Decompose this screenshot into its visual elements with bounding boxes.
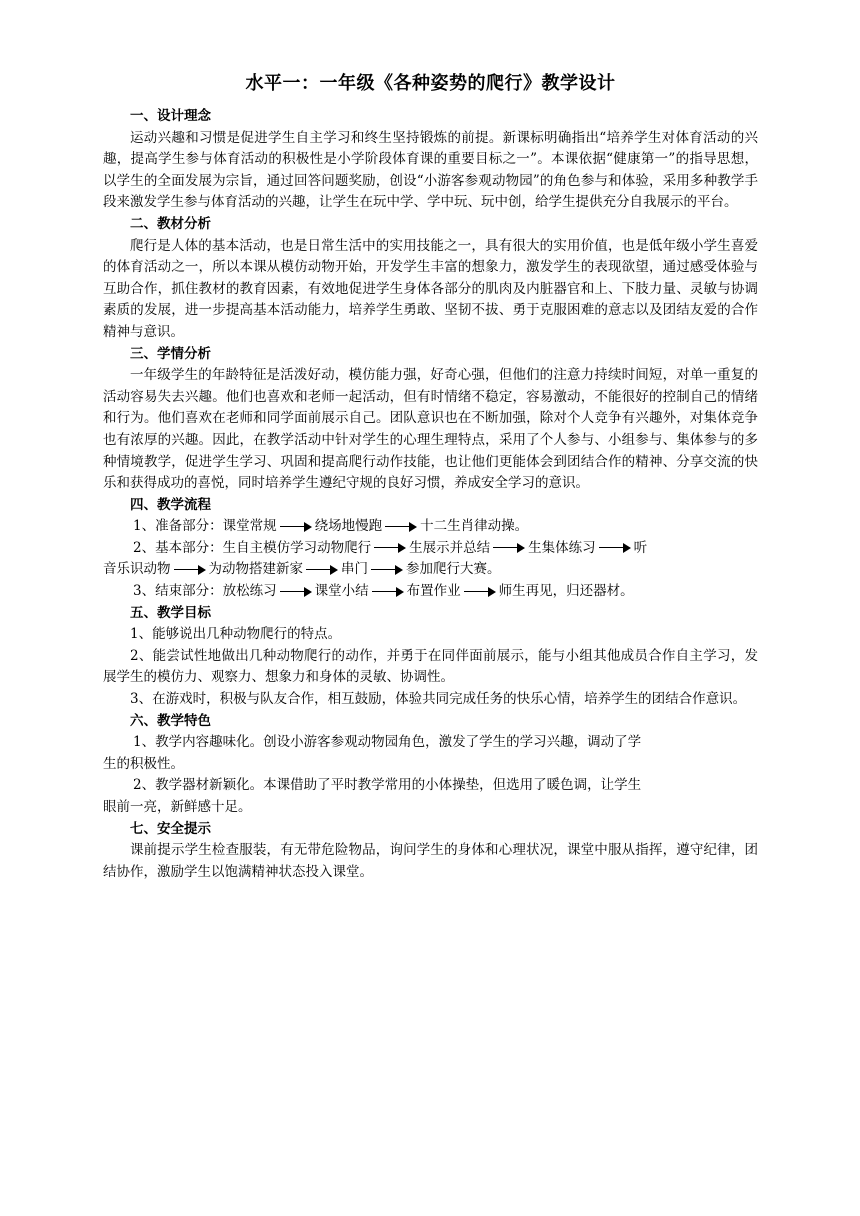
process-step: 串门 xyxy=(341,561,368,578)
arrow-right-icon xyxy=(371,565,403,575)
process-step: 3、结束部分：放松练习 xyxy=(133,583,277,600)
section-heading-student-analysis: 三、学情分析 xyxy=(130,345,211,362)
process-step: 生展示并总结 xyxy=(409,539,491,556)
section-heading-design-concept: 一、设计理念 xyxy=(130,108,211,124)
process-step: 布置作业 xyxy=(406,583,461,600)
section-heading-safety-tips: 七、安全提示 xyxy=(130,820,211,837)
arrow-right-icon xyxy=(374,543,406,553)
arrow-right-icon xyxy=(385,522,417,532)
process-line-basic xyxy=(103,538,758,560)
arrow-right-icon xyxy=(306,565,338,575)
arrow-right-icon xyxy=(280,522,312,532)
arrow-right-icon xyxy=(280,587,312,597)
arrow-right-icon xyxy=(372,587,404,597)
paragraph-safety-tips: 课前提示学生检查服装，有无带危险物品，询问学生的身体和心理状况，课堂中服从指挥，遵守纪律，团结协作，激励学生以饱满精神状态投入课堂。 xyxy=(103,842,758,880)
process-step: 1、准备部分：课堂常规 xyxy=(133,518,277,535)
paragraph-material-analysis: 爬行是人体的基本活动，也是日常生活中的实用技能之一，具有很大的实用价值，也是低年级小学生喜爱的体育活动之一，所以本课从模仿动物开始，开发学生丰富的想象力，激发学生的表现欲望，通过感受体验与互助合作，抓住教材的教育因素，有效地促进学生身体各部分的肌肉及内脏器官和上、下肢力量、灵敏与协调素质的发展，进一步提高基本活动能力，培养学生勇敢、坚韧不拔、勇于克服困难的意志以及团结友爱的合作精神与意识。 xyxy=(103,237,758,340)
paragraph-goal-2: 2、能尝试性地做出几种动物爬行的动作，并勇于在同伴面前展示，能与小组其他成员合作自主学习，发展学生的模仿力、观察力、想象力和身体的灵敏、协调性。 xyxy=(103,647,758,686)
arrow-right-icon xyxy=(464,587,496,597)
paragraph-design-concept: 运动兴趣和习惯是促进学生自主学习和终生坚持锻炼的前提。新课标明确指出“培养学生对体育活动的兴趣，提高学生参与体育活动的积极性是小学阶段体育课的重要目标之一”。本课依据“健康第一”的指导思想，以学生的全面发展为宗旨，通过回答问题奖励，创设“小游客参观动物园”的角色参与和体验，采用多种教学手段来激发学生参与体育活动的兴趣，让学生在玩中学、学中玩、玩中创，给学生提供充分自我展示的平台。 xyxy=(103,129,758,211)
paragraph-goal-3: 3、在游戏时，积极与队友合作，相互鼓励，体验共同完成任务的快乐心情，培养学生的团结合作意识。 xyxy=(130,691,747,708)
process-step: 生集体练习 xyxy=(528,539,596,556)
document-page xyxy=(103,70,758,883)
process-line-end xyxy=(103,581,758,603)
feature-1-line-2: 生的积极性。 xyxy=(103,755,184,772)
section-heading-material-analysis: 二、教材分析 xyxy=(130,215,211,232)
process-step: 为动物搭建新家 xyxy=(208,561,303,578)
process-step: 参加爬行大赛。 xyxy=(406,561,501,578)
arrow-right-icon xyxy=(174,565,206,575)
feature-2-line-2: 眼前一亮，新鲜感十足。 xyxy=(103,799,252,815)
document-title: 水平一：一年级《各种姿势的爬行》教学设计 xyxy=(245,73,616,94)
process-step: 十二生肖律动操。 xyxy=(420,518,529,535)
paragraph-goal-1: 1、能够说出几种动物爬行的特点。 xyxy=(130,626,342,643)
process-step: 听 xyxy=(633,539,648,556)
process-line-basic-cont xyxy=(103,559,758,581)
process-line-prep xyxy=(103,516,758,538)
feature-1-line-1: 1、教学内容趣味化。创设小游客参观动物园角色，激发了学生的学习兴趣，调动了学 xyxy=(133,734,642,751)
process-step: 2、基本部分：生自主模仿学习动物爬行 xyxy=(133,539,372,556)
process-step: 绕场地慢跑 xyxy=(314,518,383,535)
section-heading-teaching-features: 六、教学特色 xyxy=(130,712,211,729)
feature-2-line-1: 2、教学器材新颖化。本课借助了平时教学常用的小体操垫，但选用了暖色调，让学生 xyxy=(133,777,642,794)
arrow-right-icon xyxy=(599,543,631,553)
paragraph-student-analysis: 一年级学生的年龄特征是活泼好动，模仿能力强，好奇心强，但他们的注意力持续时间短，对单一重复的活动容易失去兴趣。他们也喜欢和老师一起活动，但有时情绪不稳定，容易激动，不能很好的控制自己的情绪和行为。他们喜欢在老师和同学面前展示自己。团队意识也在不断加强，除对个人竞争有兴趣外，对集体竞争也有浓厚的兴趣。因此，在教学活动中针对学生的心理生理特点，采用了个人参与、小组参与、集体参与的多种情境教学，促进学生学习、巩固和提高爬行动作技能，也让他们更能体会到团结合作的精神、分享交流的快乐和获得成功的喜悦，同时培养学生遵纪守规的良好习惯，养成安全学习的意识。 xyxy=(103,367,758,492)
section-heading-teaching-goals: 五、教学目标 xyxy=(130,604,211,621)
section-heading-teaching-process: 四、教学流程 xyxy=(130,496,211,513)
process-step: 师生再见，归还器材。 xyxy=(498,583,634,600)
process-step: 课堂小结 xyxy=(314,583,369,600)
process-step: 音乐识动物 xyxy=(103,561,171,578)
arrow-right-icon xyxy=(493,543,525,553)
